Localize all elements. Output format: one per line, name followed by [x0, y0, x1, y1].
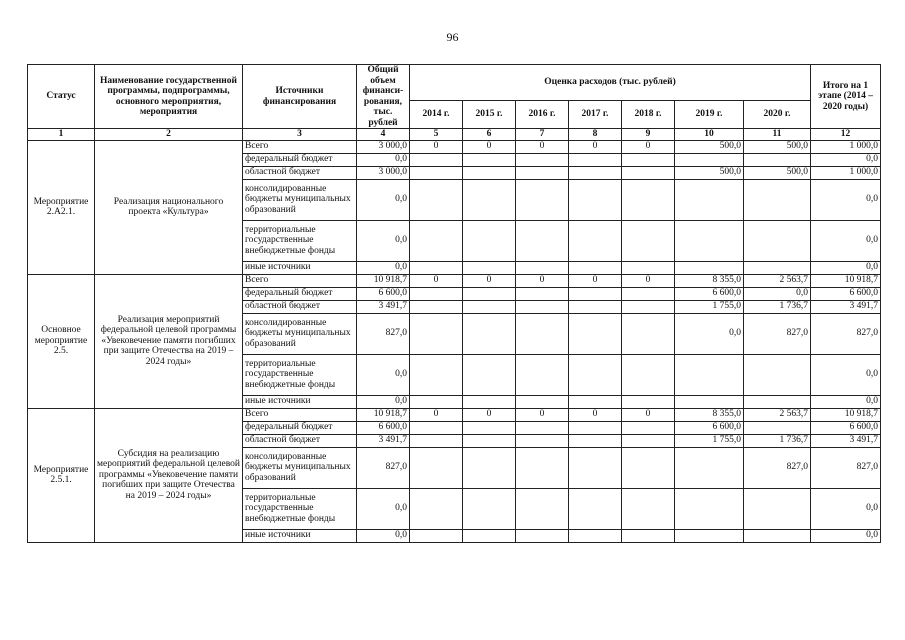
year-amount [675, 447, 744, 488]
stage-amount: 10 918,7 [811, 408, 881, 421]
year-amount [569, 179, 622, 220]
year-amount [675, 179, 744, 220]
funding-source: иные источники [243, 261, 357, 274]
year-amount [410, 166, 463, 179]
stage-amount: 827,0 [811, 447, 881, 488]
year-amount [569, 220, 622, 261]
column-number: 3 [243, 129, 357, 141]
year-amount: 1 736,7 [744, 300, 811, 313]
stage-amount: 827,0 [811, 313, 881, 354]
year-amount: 0,0 [675, 313, 744, 354]
year-amount: 0 [516, 140, 569, 153]
year-amount [744, 261, 811, 274]
total-amount: 827,0 [357, 313, 410, 354]
year-amount: 827,0 [744, 447, 811, 488]
funding-source: областной бюджет [243, 434, 357, 447]
total-amount: 0,0 [357, 179, 410, 220]
year-amount [622, 421, 675, 434]
stage-amount: 1 000,0 [811, 140, 881, 153]
year-amount [463, 447, 516, 488]
year-amount [622, 166, 675, 179]
year-amount [410, 153, 463, 166]
header-year: 2020 г. [744, 100, 811, 128]
total-amount: 0,0 [357, 220, 410, 261]
column-number: 7 [516, 129, 569, 141]
year-amount [410, 220, 463, 261]
stage-amount: 3 491,7 [811, 434, 881, 447]
header-stage-total: Итого на 1 этапе (2014 – 2020 годы) [811, 65, 881, 129]
year-amount [410, 287, 463, 300]
year-amount [516, 421, 569, 434]
year-amount [463, 354, 516, 395]
column-number: 1 [28, 129, 95, 141]
year-amount [516, 488, 569, 529]
stage-amount: 10 918,7 [811, 274, 881, 287]
funding-source: территориальные государственные внебюджетные фонды [243, 220, 357, 261]
year-amount: 8 355,0 [675, 408, 744, 421]
header-year: 2017 г. [569, 100, 622, 128]
stage-amount: 6 600,0 [811, 287, 881, 300]
total-amount: 827,0 [357, 447, 410, 488]
total-amount: 0,0 [357, 153, 410, 166]
year-amount: 500,0 [744, 140, 811, 153]
year-amount [744, 421, 811, 434]
year-amount [463, 220, 516, 261]
year-amount [463, 261, 516, 274]
row-status: Основное мероприятие 2.5. [28, 274, 95, 408]
row-name: Реализация национального проекта «Культура» [95, 140, 243, 274]
year-amount: 0 [516, 408, 569, 421]
funding-source: консолидированные бюджеты муниципальных образований [243, 313, 357, 354]
year-amount [675, 261, 744, 274]
year-amount [622, 434, 675, 447]
column-number: 11 [744, 129, 811, 141]
year-amount [410, 313, 463, 354]
row-status: Мероприятие 2.А2.1. [28, 140, 95, 274]
total-amount: 3 000,0 [357, 140, 410, 153]
year-amount [744, 354, 811, 395]
total-amount: 6 600,0 [357, 287, 410, 300]
year-amount: 0,0 [744, 287, 811, 300]
funding-source: областной бюджет [243, 300, 357, 313]
column-number: 6 [463, 129, 516, 141]
year-amount: 1 755,0 [675, 300, 744, 313]
stage-amount: 0,0 [811, 220, 881, 261]
year-amount: 0 [410, 274, 463, 287]
year-amount [463, 313, 516, 354]
funding-source: федеральный бюджет [243, 421, 357, 434]
total-amount: 3 000,0 [357, 166, 410, 179]
funding-source: Всего [243, 274, 357, 287]
year-amount [516, 300, 569, 313]
year-amount: 0 [622, 140, 675, 153]
table-row [28, 140, 881, 153]
column-number: 9 [622, 129, 675, 141]
total-amount: 0,0 [357, 488, 410, 529]
total-amount: 10 918,7 [357, 408, 410, 421]
year-amount [569, 488, 622, 529]
column-number: 10 [675, 129, 744, 141]
year-amount [675, 354, 744, 395]
total-amount: 3 491,7 [357, 300, 410, 313]
stage-amount: 0,0 [811, 179, 881, 220]
year-amount [744, 153, 811, 166]
year-amount [569, 300, 622, 313]
year-amount [622, 220, 675, 261]
year-amount [569, 313, 622, 354]
column-number: 8 [569, 129, 622, 141]
year-amount [516, 153, 569, 166]
year-amount: 1 736,7 [744, 434, 811, 447]
year-amount: 0 [463, 140, 516, 153]
year-amount [463, 421, 516, 434]
year-amount [463, 395, 516, 408]
funding-source: федеральный бюджет [243, 153, 357, 166]
funding-source: областной бюджет [243, 166, 357, 179]
year-amount [675, 529, 744, 542]
stage-amount: 1 000,0 [811, 166, 881, 179]
year-amount [463, 488, 516, 529]
total-amount: 0,0 [357, 395, 410, 408]
row-name: Реализация мероприятий федеральной целевой программы «Увековечение памяти погибших при защите Отечества на 2019 – 2024 годы» [95, 274, 243, 408]
column-number-row [28, 129, 881, 141]
total-amount: 10 918,7 [357, 274, 410, 287]
year-amount [744, 179, 811, 220]
year-amount [463, 287, 516, 300]
year-amount [622, 313, 675, 354]
year-amount: 6 600,0 [675, 421, 744, 434]
year-amount: 500,0 [675, 166, 744, 179]
stage-amount: 0,0 [811, 395, 881, 408]
year-amount: 2 563,7 [744, 274, 811, 287]
year-amount: 0 [622, 274, 675, 287]
year-amount [569, 447, 622, 488]
budget-body [28, 140, 881, 542]
year-amount [410, 300, 463, 313]
year-amount [410, 395, 463, 408]
year-amount: 6 600,0 [675, 287, 744, 300]
stage-amount: 0,0 [811, 488, 881, 529]
year-amount [410, 354, 463, 395]
year-amount [516, 447, 569, 488]
year-amount: 1 755,0 [675, 434, 744, 447]
total-amount: 0,0 [357, 529, 410, 542]
year-amount [410, 261, 463, 274]
header-row [28, 65, 881, 101]
stage-amount: 0,0 [811, 354, 881, 395]
funding-source: территориальные государственные внебюджетные фонды [243, 488, 357, 529]
header-estimate: Оценка расходов (тыс. рублей) [410, 65, 811, 101]
year-amount [744, 395, 811, 408]
page-number: 96 [446, 30, 459, 44]
year-amount [516, 166, 569, 179]
funding-source: территориальные государственные внебюджетные фонды [243, 354, 357, 395]
year-amount: 2 563,7 [744, 408, 811, 421]
total-amount: 0,0 [357, 354, 410, 395]
year-amount: 0 [622, 408, 675, 421]
funding-source: консолидированные бюджеты муниципальных образований [243, 179, 357, 220]
year-amount [622, 300, 675, 313]
year-amount [516, 529, 569, 542]
stage-amount: 0,0 [811, 261, 881, 274]
year-amount [410, 529, 463, 542]
year-amount [622, 488, 675, 529]
year-amount [516, 287, 569, 300]
year-amount [463, 434, 516, 447]
total-amount: 3 491,7 [357, 434, 410, 447]
header-status: Статус [28, 65, 95, 129]
year-amount [516, 313, 569, 354]
year-amount: 0 [410, 408, 463, 421]
year-amount [410, 421, 463, 434]
year-amount [569, 395, 622, 408]
year-amount [463, 166, 516, 179]
column-number: 5 [410, 129, 463, 141]
year-amount [675, 488, 744, 529]
year-amount [622, 179, 675, 220]
year-amount: 0 [463, 408, 516, 421]
header-year: 2014 г. [410, 100, 463, 128]
year-amount [463, 153, 516, 166]
year-amount: 0 [569, 408, 622, 421]
year-amount [516, 220, 569, 261]
year-amount: 0 [569, 274, 622, 287]
funding-source: Всего [243, 140, 357, 153]
total-amount: 6 600,0 [357, 421, 410, 434]
year-amount [410, 488, 463, 529]
year-amount [675, 220, 744, 261]
year-amount [569, 421, 622, 434]
header-total: Общий объем финанси-рования, тыс. рублей [357, 65, 410, 129]
column-number: 12 [811, 129, 881, 141]
funding-source: Всего [243, 408, 357, 421]
year-amount [744, 529, 811, 542]
year-amount: 0 [463, 274, 516, 287]
year-amount [622, 395, 675, 408]
row-name: Субсидия на реализацию мероприятий федеральной целевой программы «Увековечение памяти погибших при защите Отечества на 2019 – 2024 годы» [95, 408, 243, 542]
header-year: 2015 г. [463, 100, 516, 128]
year-amount: 0 [516, 274, 569, 287]
funding-source: иные источники [243, 529, 357, 542]
year-amount [516, 434, 569, 447]
column-number: 4 [357, 129, 410, 141]
year-amount [569, 153, 622, 166]
year-amount [569, 434, 622, 447]
year-amount [622, 354, 675, 395]
header-year: 2016 г. [516, 100, 569, 128]
header-sources: Источники финансирования [243, 65, 357, 129]
year-amount [675, 153, 744, 166]
year-amount [516, 261, 569, 274]
year-amount: 500,0 [675, 140, 744, 153]
header-name: Наименование государственной программы, подпрограммы, основного мероприятия, мероприятия [95, 65, 243, 129]
year-amount [569, 287, 622, 300]
year-amount: 8 355,0 [675, 274, 744, 287]
table-row [28, 274, 881, 287]
year-amount [516, 179, 569, 220]
year-amount [569, 166, 622, 179]
year-amount [622, 287, 675, 300]
year-amount [622, 447, 675, 488]
year-amount [675, 395, 744, 408]
year-amount [410, 179, 463, 220]
column-number: 2 [95, 129, 243, 141]
year-amount: 500,0 [744, 166, 811, 179]
year-amount [622, 153, 675, 166]
year-amount [463, 179, 516, 220]
stage-amount: 0,0 [811, 529, 881, 542]
row-status: Мероприятие 2.5.1. [28, 408, 95, 542]
stage-amount: 6 600,0 [811, 421, 881, 434]
table-row [28, 408, 881, 421]
year-amount [622, 261, 675, 274]
year-amount [622, 529, 675, 542]
total-amount: 0,0 [357, 261, 410, 274]
stage-amount: 0,0 [811, 153, 881, 166]
year-amount [463, 300, 516, 313]
year-amount: 0 [410, 140, 463, 153]
year-amount [463, 529, 516, 542]
year-amount: 0 [569, 140, 622, 153]
year-amount [569, 354, 622, 395]
funding-source: иные источники [243, 395, 357, 408]
budget-table [27, 64, 881, 543]
header-year: 2018 г. [622, 100, 675, 128]
year-amount [410, 447, 463, 488]
year-amount [569, 261, 622, 274]
year-amount [516, 395, 569, 408]
funding-source: консолидированные бюджеты муниципальных образований [243, 447, 357, 488]
funding-source: федеральный бюджет [243, 287, 357, 300]
year-amount [569, 529, 622, 542]
year-amount: 827,0 [744, 313, 811, 354]
year-amount [744, 220, 811, 261]
stage-amount: 3 491,7 [811, 300, 881, 313]
year-amount [410, 434, 463, 447]
header-year: 2019 г. [675, 100, 744, 128]
year-amount [516, 354, 569, 395]
year-amount [744, 488, 811, 529]
